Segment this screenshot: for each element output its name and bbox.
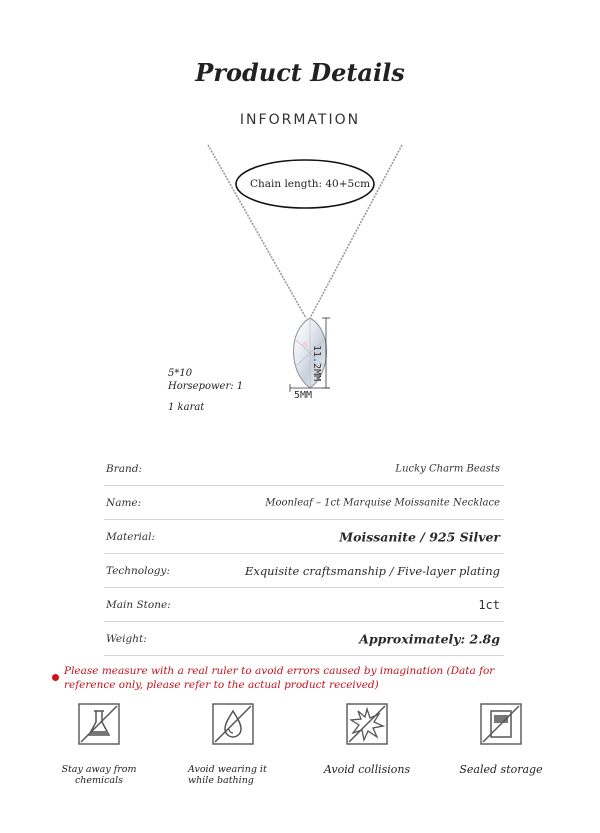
care-item-bathing — [178, 702, 288, 786]
row-value: Lucky Charm Beasts — [395, 463, 500, 474]
care-item-chemicals — [44, 702, 154, 786]
storage-box-icon — [479, 702, 523, 746]
care-label: Avoid collisions — [323, 763, 411, 776]
row-value: Moissanite / 925 Silver — [339, 529, 500, 544]
row-label: Brand: — [106, 462, 143, 475]
row-value: Moonleaf – 1ct Marquise Moissanite Necklace — [265, 497, 500, 508]
care-label: Avoid wearing it while bathing — [188, 764, 267, 786]
row-label: Main Stone: — [106, 598, 171, 611]
row-value: Approximately: 2.8g — [359, 631, 500, 646]
collision-burst-icon — [345, 702, 389, 746]
page-title: Product Details — [195, 58, 405, 87]
table-row — [104, 452, 504, 486]
table-row — [104, 486, 504, 520]
measurement-notice: Please measure with a real ruler to avoid errors caused by imagination (Data for reference only, please refer to the actual product received) — [64, 665, 495, 691]
chain-right — [310, 145, 402, 318]
width-dimension-label: 5MM — [294, 390, 313, 401]
height-dimension-label: 11.2MM — [311, 345, 322, 382]
row-label: Material: — [106, 530, 155, 543]
chain-length-label: Chain length: 40+5cm — [249, 178, 371, 190]
water-drop-icon — [211, 702, 255, 746]
row-label: Technology: — [106, 564, 170, 577]
table-row — [104, 622, 504, 656]
row-label: Weight: — [106, 632, 147, 645]
notice-bullet-icon — [52, 674, 59, 681]
row-label: Name: — [106, 496, 142, 509]
care-item-storage — [446, 702, 556, 775]
spec-karat: 1 karat — [168, 402, 205, 413]
care-label: Stay away from chemicals — [61, 764, 137, 786]
spec-horsepower: Horsepower: 1 — [168, 381, 244, 392]
row-value: 1ct — [478, 597, 500, 612]
table-row — [104, 520, 504, 554]
care-item-collisions — [312, 702, 422, 775]
row-value: Exquisite craftsmanship / Five-layer plating — [244, 563, 500, 578]
care-label: Sealed storage — [459, 763, 543, 776]
product-details-table — [104, 452, 504, 656]
chain-left — [208, 145, 306, 318]
chemical-flask-icon — [77, 702, 121, 746]
table-row — [104, 554, 504, 588]
spec-size: 5*10 — [168, 368, 193, 379]
section-subtitle: INFORMATION — [239, 112, 361, 128]
table-row — [104, 588, 504, 622]
